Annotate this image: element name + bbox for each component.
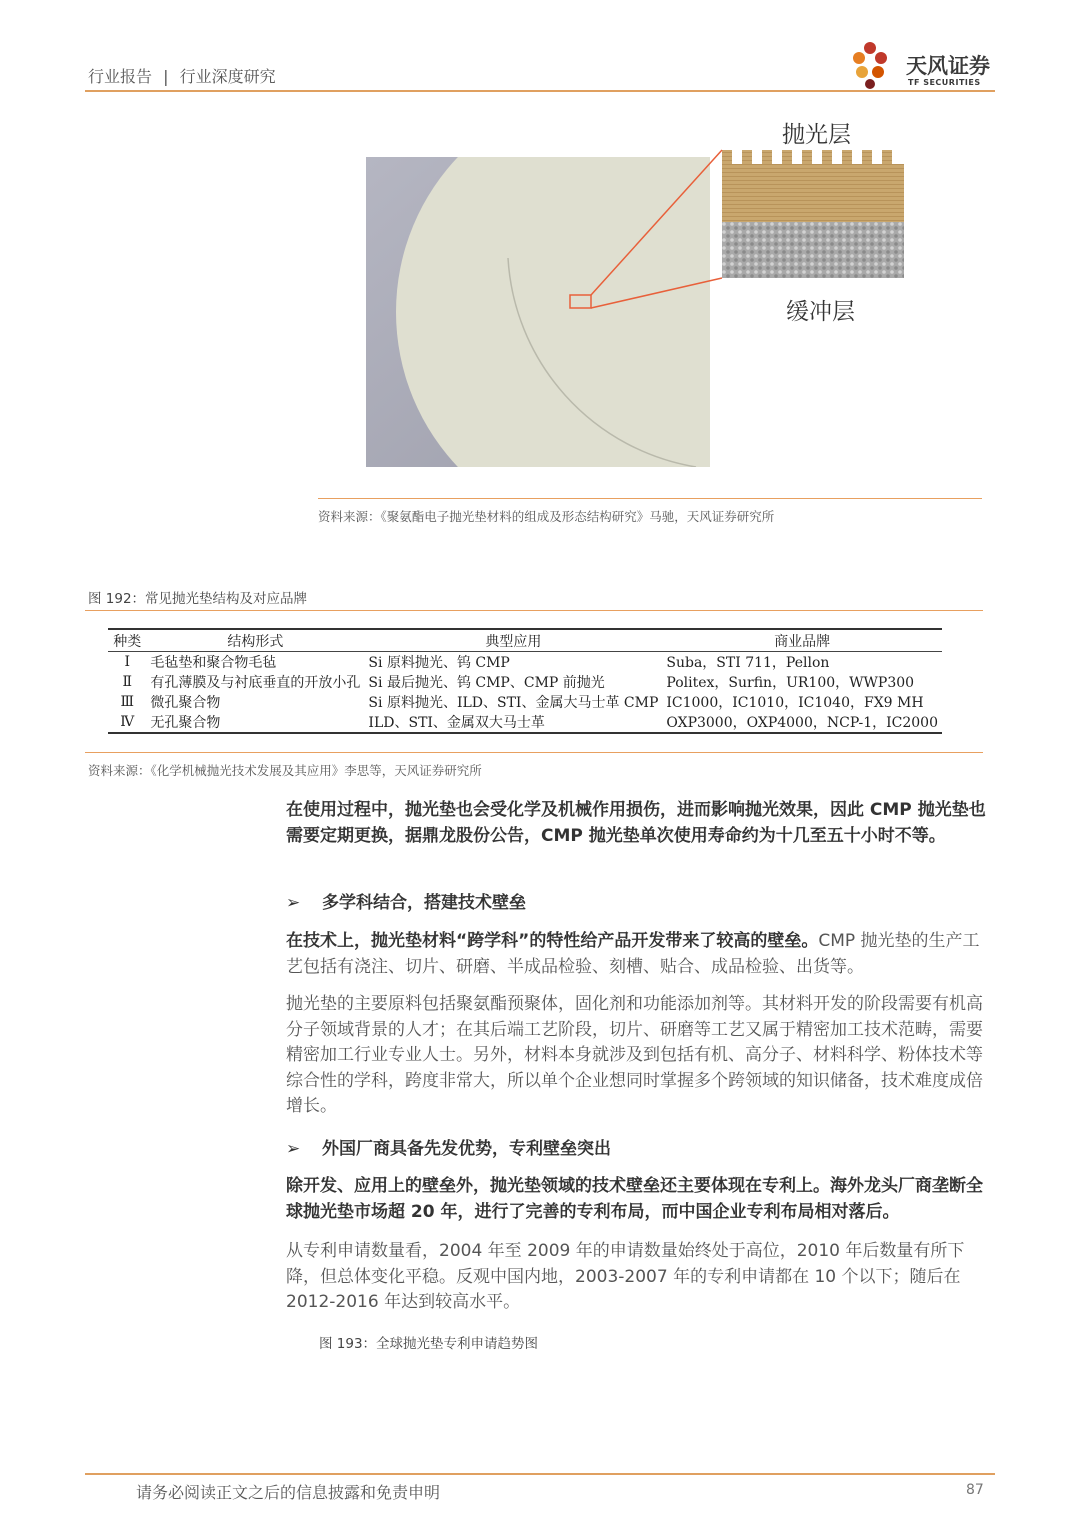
paragraph-pad-lifetime: 在使用过程中，抛光垫也会受化学及机械作用损伤，进而影响抛光效果，因此 CMP 抛光垫也需要定期更换，据鼎龙股份公告，CMP 抛光垫单次使用寿命约为十几至五十小时不等。 xyxy=(286,800,986,846)
polishing-layer-label: 抛光层 xyxy=(782,122,851,148)
footer-disclaimer: 请务必阅读正文之后的信息披露和免责申明 xyxy=(136,1483,441,1502)
table-row xyxy=(108,692,942,712)
table-cell: 毛毡垫和聚合物毛毡 xyxy=(150,655,277,671)
table-cell: ILD、STI、金属双大马士革 xyxy=(364,712,662,733)
table-cell: Ⅰ xyxy=(124,654,130,670)
table-cell: OXP3000，OXP4000，NCP-1，IC2000 xyxy=(662,712,942,733)
table-source-divider xyxy=(85,752,983,753)
figure-192-caption: 图 192：常见抛光垫结构及对应品牌 xyxy=(88,591,308,607)
table-cell: Si 原料抛光、钨 CMP xyxy=(368,655,510,671)
header-subsection: 行业深度研究 xyxy=(179,67,276,86)
table-header-row xyxy=(108,629,942,652)
table-cell: 有孔薄膜及与衬底垂直的开放小孔 xyxy=(150,675,361,691)
polishing-pad-photo xyxy=(366,157,710,467)
source-divider xyxy=(318,498,982,499)
table-header-brand: 商业品牌 xyxy=(662,629,942,652)
table-header-structure: 结构形式 xyxy=(146,629,364,652)
figure-191-source: 资料来源：《聚氨酯电子抛光垫材料的组成及形态结构研究》马驰，天风证券研究所 xyxy=(318,509,775,524)
section-heading-multidisciplinary xyxy=(286,888,526,913)
buffer-layer-label: 缓冲层 xyxy=(786,299,855,325)
table-cell: 微孔聚合物 xyxy=(150,695,221,711)
table-row xyxy=(108,652,942,673)
paragraph-patent-layout: 除开发、应用上的壁垒外，抛光垫领域的技术壁垒还主要体现在专利上。海外龙头厂商垄断全球抛光垫市场超 20 年，进行了完善的专利布局，而中国企业专利布局相对落后。 xyxy=(286,1176,983,1222)
table-cell: 无孔聚合物 xyxy=(146,712,364,733)
pad-structure-table xyxy=(108,628,942,734)
bullet-arrow-icon: ➢ xyxy=(286,893,301,913)
table-cell: Ⅱ xyxy=(122,674,132,690)
bullet-arrow-icon: ➢ xyxy=(286,1139,301,1159)
table-row xyxy=(108,712,942,733)
heading-text: 外国厂商具备先发优势，专利壁垒突出 xyxy=(322,1139,611,1159)
brand-name-en: TF SECURITIES xyxy=(908,78,981,87)
table-cell: Politex，Surfin，UR100，WWP300 xyxy=(666,675,915,691)
header-separator: | xyxy=(163,67,169,86)
table-cell: IC1000，IC1010，IC1040，FX9 MH xyxy=(666,695,924,711)
table-cell: Si 原料抛光、ILD、STI、金属大马士革 CMP xyxy=(368,695,659,711)
paragraph-tech-barrier xyxy=(286,929,994,980)
section-heading-patent-barrier xyxy=(286,1134,611,1159)
heading-text: 多学科结合，搭建技术壁垒 xyxy=(322,893,526,913)
table-cell: Ⅲ xyxy=(120,694,134,710)
table-cell: Si 最后抛光、钨 CMP、CMP 前抛光 xyxy=(368,675,605,691)
paragraph-rest: CMP 抛光垫的生产工艺包括有浇注、切片、研磨、半成品检验、刻槽、贴合、成品检验、出货等。 xyxy=(286,931,980,977)
figure-192-source: 资料来源：《化学机械抛光技术发展及其应用》李思等，天风证券研究所 xyxy=(88,763,482,778)
header-section: 行业报告 xyxy=(88,67,153,86)
figure-193-caption: 图 193：全球抛光垫专利申请趋势图 xyxy=(319,1336,539,1352)
page-number: 87 xyxy=(966,1482,984,1498)
table-row xyxy=(108,672,942,692)
table-cell: Ⅳ xyxy=(108,712,146,733)
paragraph-raw-materials: 抛光垫的主要原料包括聚氨酯预聚体，固化剂和功能添加剂等。其材料开发的阶段需要有机高分子领域背景的人才；在其后端工艺阶段，切片、研磨等工艺又属于精密加工技术范畴，需要精密加工行业专业人士。另外，材料本身就涉及到包括有机、高分子、材料科学、粉体技术等综合性的学科，跨度非常大，所以单个企业想同时掌握多个跨领域的知识储备，技术难度成倍增长。 xyxy=(286,994,983,1116)
header-divider xyxy=(85,90,995,92)
caption-divider xyxy=(85,610,983,611)
footer-divider xyxy=(85,1473,995,1475)
table-header-application: 典型应用 xyxy=(364,629,662,652)
table-cell: Suba，STI 711，Pellon xyxy=(666,655,830,671)
paragraph-patent-trend: 从专利申请数量看，2004 年至 2009 年的申请数量始终处于高位，2010 年后数量有所下降，但总体变化平稳。反观中国内地，2003-2007 年的专利申请都在 10 个以下；随后在 2012-2016 年达到较高水平。 xyxy=(286,1241,965,1312)
paragraph-lead-bold: 在技术上，抛光垫材料“跨学科”的特性给产品开发带来了较高的壁垒。 xyxy=(286,931,819,951)
brand-name-cn: 天风证券 xyxy=(906,54,990,78)
header-breadcrumb xyxy=(88,64,276,87)
pad-layer-inset xyxy=(722,150,904,278)
table-header-type: 种类 xyxy=(108,629,146,652)
